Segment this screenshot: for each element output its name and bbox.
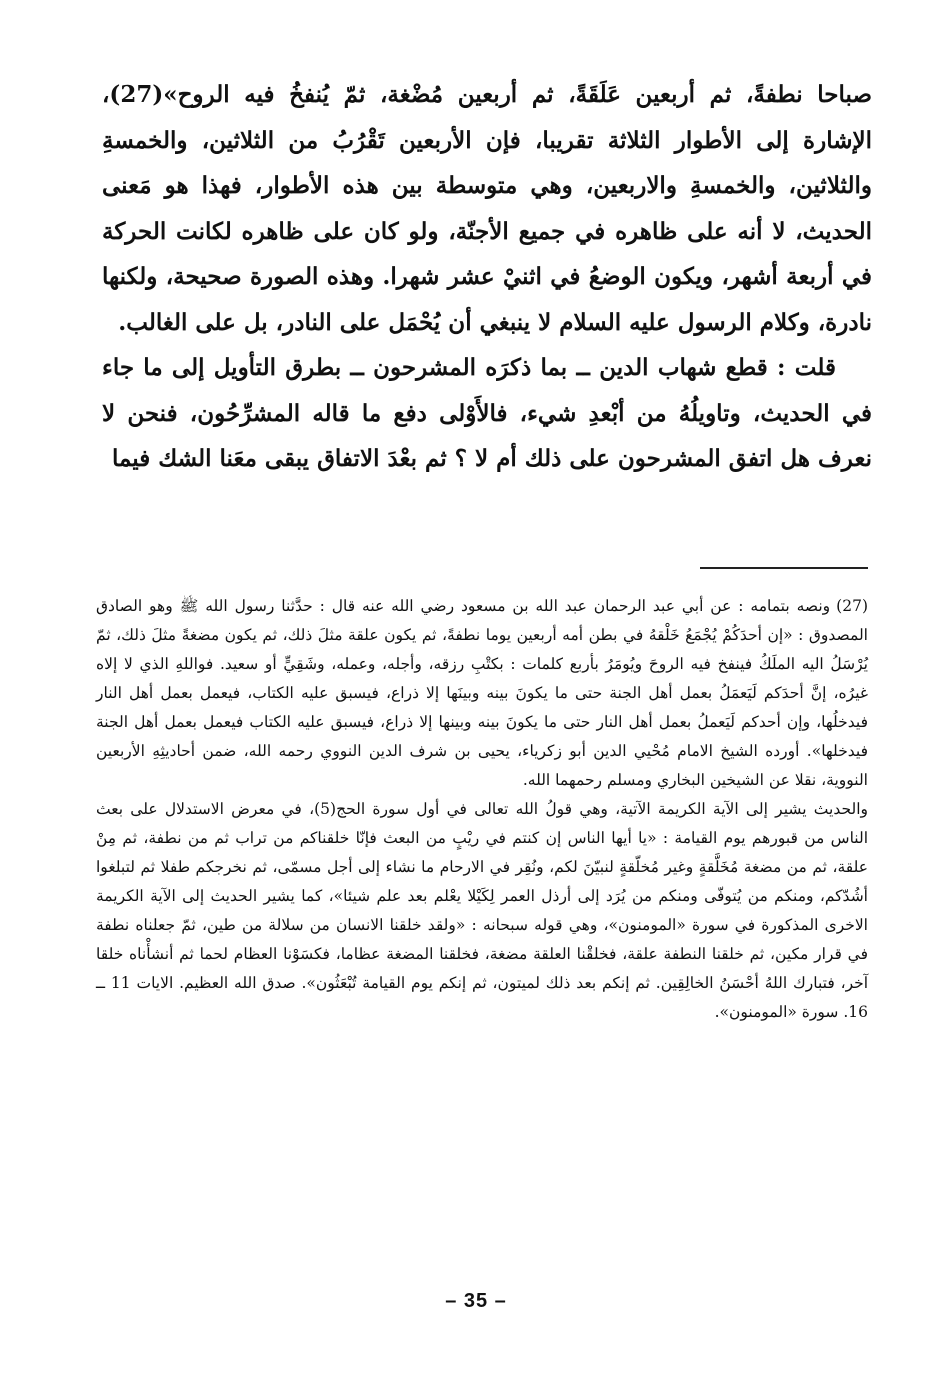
footnote-divider xyxy=(700,567,868,569)
footnotes-block xyxy=(96,592,868,1027)
main-text-block xyxy=(102,72,872,482)
main-paragraph-2-text: قطع شهاب الدين ــ بما ذكرَه المشرحون ــ بطرق التأويل إلى ما جاء في الحديث، وتاويلُهُ من أبْعدِ شيء، فالأَوْلى دفع ما قاله المشرِّحُون، فنحن لا نعرف هل اتفق المشرحون على ذلك أم لا ؟ ثم بعْدَ الاتفاق يبقى معَنا الشك فيما xyxy=(102,354,872,472)
footnote-text-2: والحديث يشير إلى الآية الكريمة الآتية، وهي قولُ الله تعالى في أول سورة الحج(5)، في معرض الاستدلال على بعث الناس من قبورهم يوم القيامة : «يا أيها الناس إن كنتم في ريْبٍ من البعث فإنّا خلقناكم من تراب ثم من نطفة، ثم مِنْ علقة، ثم من مضغة مُخَلَّقةٍ وغير مُخلّقةٍ لنبيّنَ لكم، ونُقِر في الارحام ما نشاء إلى أجل مسمّى، ثم نخرجكم طفلا ثم لتبلغوا أشُدّكم، ومنكم من يُتوفّى ومنكم من يُرَد إلى أرذل العمر لِكَيْلا يعْلم بعد علم شيئا»، كما يشير الحديث إلى الآية الكريمة الاخرى المذكورة في سورة «المومنون»، وهي قوله سبحانه : «ولقد خلقنا الانسان من سلالة من طين، ثمّ جعلناه نطفة في قرار مكين، ثم خلقنا النطفة علقة، فخلقْنا العلقة مضغة، فخلقنا المضغة عظاما، فكسَوْنا العظام لحما ثم أنشأْناه خلقا آخر، فتبارك اللهُ أحْسَنُ الخالِقِين. ثم إنكم بعد ذلك لميتون، ثم إنكم يوم القيامة تُبْعَثُون». صدق الله العظيم. الايات 11 ــ 16. سورة «المومنون». xyxy=(96,800,869,1021)
page-number: – 35 – xyxy=(445,1290,507,1312)
qult-label: قلت : xyxy=(777,354,837,381)
footnote-text-1: ونصه بتمامه : عن أبي عبد الرحمان عبد الله بن مسعود رضي الله عنه قال : حدَّثنا رسول الله ﷺ وهو الصادق المصدوق : «إن أحدَكُمْ يُجْمَعُ خَلْقهُ في بطن أمه أربعين يوما نطفةً، ثم يكون علقة مثلَ ذلك، ثم يكون مضغةً مثلَ ذلك، ثمّ يُرْسَلُ اليه الملَكُ فينفخ فيه الروحَ ويُومَرُ بأربع كلمات : بكتْبِ رزقه، وأجله، وعمله، وشَقِيٍّ أو سعيد. فواللهِ الذي لا إلاه غيرُه، إنَّ أحدَكم لَيَعمَلُ بعمل أهل الجنة حتى ما يكونَ بينه وبينَها إلا ذراع، فيسبق عليه الكتاب، فيعمل بعمل أهل النار فيدخلُها، وإن أحدكم لَيَعملُ بعمل أهل النار حتى ما يكونَ بينه وبينها إلا ذراع، فيسبق عليه الكتاب فيعمل بعمل أهل الجنة فيدخلها». أورده الشيخ الامام مُحْيي الدين أبو زكرياء، يحيى بن شرف الدين النووي رحمه الله، ضمن أحاديثِهِ الأربعين النووية، نقلا عن الشيخين البخاري ومسلم رحمهما الله. xyxy=(96,597,868,789)
main-paragraph-1: صباحا نطفةً، ثم أربعين عَلَقَةً، ثم أربعين مُضْغة، ثمّ يُنفخُ فيه الروح»(27)، الإشارة إلى الأطوار الثلاثة تقريبا، فإن الأربعين تَقْرُبُ من الثلاثين، والخمسةِ والثلاثين، والخمسةِ والاربعين، وهي متوسطة بين هذه الأطوار، فهذا هو مَعنى الحديث، لا أنه على ظاهره في جميع الأجنّة، ولو كان على ظاهره لكانت الحركة في أربعة أشهر، ويكون الوضعُ في اثنيْ عشر شهرا. وهذه الصورة صحيحة، ولكنها نادرة، وكلام الرسول عليه السلام لا ينبغي أن يُحْمَل على النادر، بل على الغالب. xyxy=(102,81,872,336)
footnote-27 xyxy=(96,592,868,795)
main-paragraph-2 xyxy=(102,345,872,482)
footnote-number: (27) xyxy=(836,597,868,615)
